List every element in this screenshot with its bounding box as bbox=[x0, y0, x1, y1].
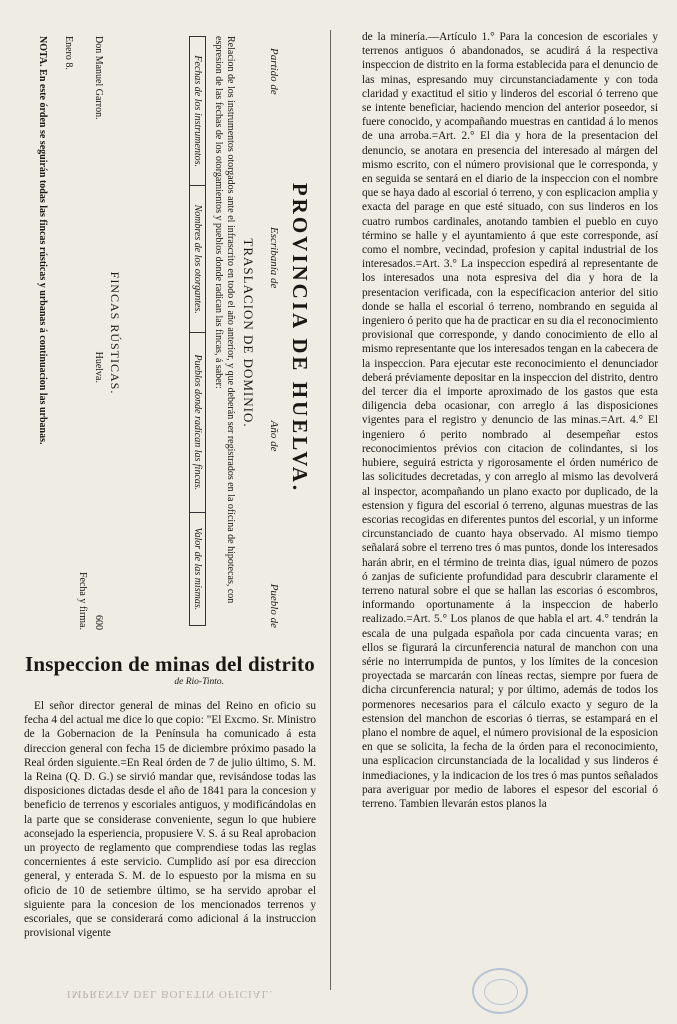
form-footnote: NOTA. En este órden se seguirán todas las fincas rústicas y urbanas á continuacion las urbanas. bbox=[37, 36, 48, 445]
library-stamp bbox=[472, 968, 528, 1014]
column-header: Nombres de los otorgantes. bbox=[190, 186, 206, 332]
article-body-left: El señor director general de minas del Reino en oficio su fecha 4 del actual me dice lo que copio: "El Excmo. Sr. Ministro de la Gobernacion de la Península ha comunicado á esta direccion general con fecha 15 de diciembre próximo pasado la Real órden siguiente.=En Real órden de 7 de julio último, S. M. la Reina (Q. D. G.) se sirvió mandar que, revisándose todas las disposiciones dictadas desde el año de 1841 para la concesion y beneficio de terrenos y escoriales antiguos, y modificándolas en la parte que se considerase conveniente, segun lo que hubiere aconsejado la esperiencia, propusiere V. S. á su Real aprobacion un proyecto de reglamento que comprendiese todas las reglas concernientes á este servicio. Cumplido así por esa direccion general, y enterada S. M. de lo espuesto por la misma en su oficio de 10 de setiembre último, se ha servido aprobar el siguiente para la concesion de los mencionados terrenos y escoriales, que se considerará como adicional á la instruccion provisional vigente bbox=[24, 700, 316, 940]
ano-label: Año de bbox=[268, 420, 280, 452]
row-name: Don Manuel Garron. bbox=[93, 36, 104, 120]
pueblo-label: Pueblo de bbox=[268, 583, 280, 628]
column-divider bbox=[330, 30, 331, 990]
escribania-label: Escribanía de bbox=[268, 226, 280, 289]
article-subline: de Rio-Tinto. bbox=[174, 677, 224, 687]
bleed-through-footer: IMPRENTA DEL BOLETIN OFICIAL. bbox=[66, 988, 274, 1000]
signature-label: Fecha y firma. bbox=[77, 571, 88, 630]
rotated-registry-form bbox=[18, 28, 318, 638]
form-table bbox=[189, 36, 206, 626]
form-subheader bbox=[268, 48, 280, 628]
table-row bbox=[93, 36, 104, 630]
section-title: FINCAS RÚSTICAS. bbox=[108, 271, 122, 395]
column-header: Fechas de los instrumentos. bbox=[190, 37, 206, 186]
column-header: Pueblos donde radican las fincas. bbox=[190, 332, 206, 512]
form-header: PROVINCIA DE HUELVA. bbox=[288, 182, 312, 494]
column-header: Valor de las mismas. bbox=[190, 512, 206, 625]
row-value: 600 bbox=[93, 614, 104, 630]
partido-label: Partido de bbox=[268, 48, 280, 95]
form-note: Relacion de los instrumentos otorgados ante el infrascrito en todo el año anterior, y que deberán ser registrados en la oficina de hipotecas, con espresion de las fechas de los otorgamientos y pueblos donde radican las fincas, á saber: bbox=[213, 36, 236, 604]
row-place: Huelva. bbox=[93, 351, 104, 383]
article-headline: Inspeccion de minas del distrito bbox=[25, 652, 315, 676]
table-header-row bbox=[190, 37, 206, 626]
article-body-right: de la minería.—Artículo 1.° Para la concesion de escoriales y terrenos antiguos ó abandonados, se acudirá á la respectiva inspeccion de distrito en la forma establecida para el denuncio de las minas, espresando muy circunstanciadamente y con toda claridad y exactitud el sitio y linderos del escorial ó terreno que se intente beneficiar, haciendo mencion del anterior poseedor, si fuere conocido, y acompañando muestras en cantidad á lo menos de una arroba.=Art. 2.° El dia y hora de la presentacion del denuncio, se anotara en presencia del interesado al márgen del mismo escrito, con el número provisional que le corresponda, y en seguida se sentará en el diario de la inspeccion con el nombre que se haya dado al escorial ó terreno, y con esplicacion amplia y exacta del parage en que esté situado, con sus linderos en los cuatro rumbos cardinales, anotando tambien el pueblo en cuyo término se halle y el ayuntamiento á que este corresponde, así como el nombre, vecindad, profesion y capital industrial de los interesados.=Art. 3.° La inspeccion espedirá al representante de los interesados una nota espresiva del dia y hora de la presentacion verificada, con la especificacion anterior del sitio donde se halla el escorial ó terreno, nombrando en seguida al ingeniero ó perito que ha de practicar en su dia el reconocimiento provisional que corresponde, y dando conocimiento de ello al mismo representante que los interesados tengan en la cabecera de la inspeccion. Para ejecutar este reconocimiento el denunciador deberá préviamente depositar en la inspeccion del distrito, dentro del tercer dia el importe aproximado de los gastos que esta diligencia deba ocasionar, con arreglo á las disposiciones vigentes para el registro y denuncio de las minas.=Art. 4.° El ingeniero ó perito nombrado al desempeñar estos reconocimientos prévios con citacion de colindantes, si los hubiere, seguirá estricta y rigorosamente el órden numérico de las solicitudes decretadas, y con arreglo al mismo las devolverá al inspector, acompañando un plano exacto por duplicado, de la estension y figura del escorial ó terreno, algunas muestras de las escorias recogidas en diferentes puntos del escorial, y un informe circunstanciado de cuanto haya observado. Al mismo tiempo señalará sobre el terreno tres ó mas puntos, donde los interesados harán abrir, en el término de treinta dias, igual número de pozos ó zanjas de suficiente profundidad para descubrir claramente el terreno natural sobre el que se hallan las escorias ó escombros, informando oportunamente á la inspeccion de haberlo realizado.=Art. 5.° Los planos de que habla el art. 4.° tendrán la escala de una pulgada española por cada cincuenta varas; en ellos se figurará la circunferencia natural de manchon con una série no interrumpida de puntos, y los límites de la concesion proyectada se marcarán con líneas rectas, siempre por fuera de dicha circunferencia natural; y por último, además de todos los pormenores necesarios para el cálculo exacto y seguro de la estension del manchon de escorias ó tierras, se estampará en el plano el nombre de aquel, el número provisional de la esposicion en que se solicita, la fecha de la órden para el reconocimiento, una esplicacion circunstanciada de la localidad y sus linderos é inmediaciones, y la indicacion de los tres ó mas puntos señalados para averiguar por medio de labores el espesor del escorial ó terreno. Tambien llevarán estos planos la bbox=[362, 31, 658, 810]
right-column bbox=[362, 30, 658, 811]
row-date: Enero 8. bbox=[63, 36, 74, 70]
left-column bbox=[24, 652, 316, 940]
form-title: TRASLACION DE DOMINIO. bbox=[241, 238, 256, 428]
